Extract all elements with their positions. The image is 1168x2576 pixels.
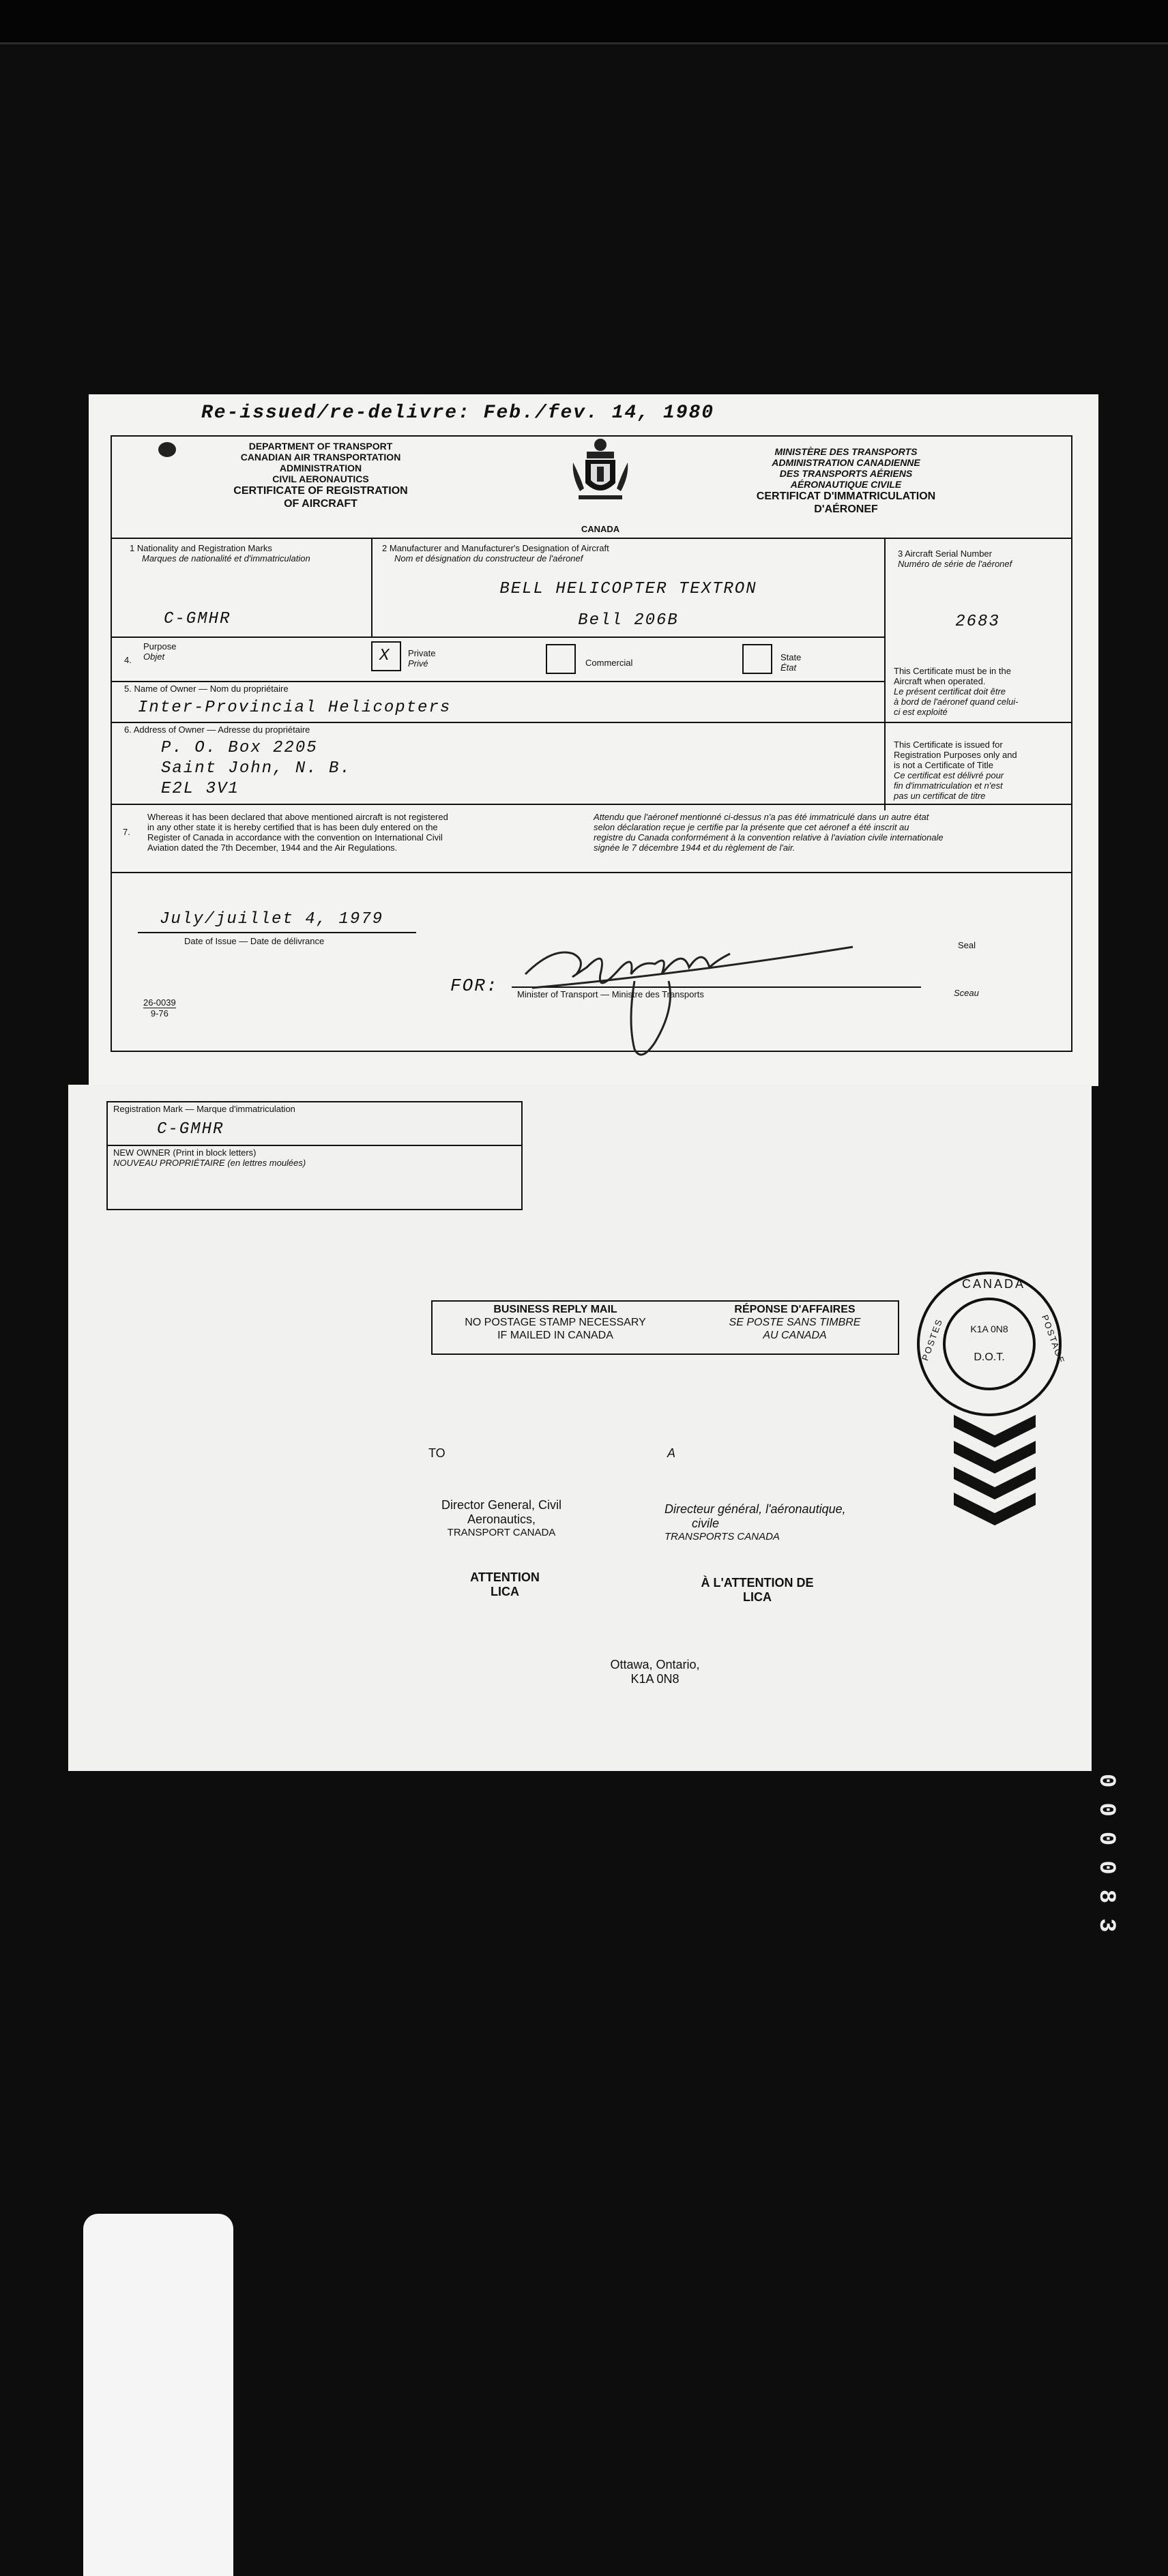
reply-card (68, 1085, 1092, 1771)
registration-label: Registration Mark — Marque d'immatriculation (113, 1104, 295, 1114)
note-title: This Certificate is issued for Registration Purposes only and is not a Certificate of Title Ce certificat est délivré pour fin d'immatriculation et n'est pas un certificat de titre (894, 740, 1017, 801)
note-onboard: This Certificate must be in the Aircraft when operated. Le présent certificat doit être à bord de l'aéronef quand celui- ci est exploité (894, 666, 1019, 717)
clause-en: Whereas it has been declared that above mentioned aircraft is not registered in any other state it is hereby certified that is has been duly entered on the Register of Canada in accordance with the convention on International Civil Aviation dated the 7th December, 1944 and the Air Regulations. (147, 812, 448, 853)
attention-fr: À L'ATTENTION DE LICA (701, 1576, 814, 1604)
dept-en: DEPARTMENT OF TRANSPORT CANADIAN AIR TRANSPORTATION ADMINISTRATION CIVIL AERONAUTICS CERTIFICATE OF REGISTRATION OF AIRCRAFT (233, 441, 408, 510)
sceau-label: Sceau (954, 988, 979, 998)
to-label-fr: A (667, 1446, 676, 1460)
owner-label: 5. Name of Owner — Nom du propriétaire (124, 684, 289, 694)
for-label: FOR: (450, 976, 499, 996)
stamp-top-text: CANADA (962, 1277, 1026, 1291)
owner-value: Inter-Provincial Helicopters (138, 699, 452, 717)
registration-value: C-GMHR (157, 1120, 224, 1139)
purpose-label: Purpose Objet (143, 641, 177, 662)
business-reply-en: BUSINESS REPLY MAIL NO POSTAGE STAMP NECESSARY IF MAILED IN CANADA (465, 1304, 646, 1341)
clause-number: 7. (123, 827, 130, 837)
field2-label: 2 Manufacturer and Manufacturer's Designation of Aircraft Nom et désignation du constructeur de l'aéronef (382, 543, 609, 564)
certificate-sheet (89, 394, 1098, 1086)
state-label: State État (780, 652, 802, 673)
chevron-mark-icon (952, 1412, 1037, 1528)
film-leader (83, 2214, 233, 2576)
state-checkbox[interactable] (742, 644, 772, 674)
signature (512, 926, 880, 1077)
clause-fr: Attendu que l'aéronef mentionné ci-dessus n'a pas été immatriculé dans un autre état selon déclaration reçue je certifie par la présente que cet aéronef a été inscrit au registre du Canada conformément à la convention relative à l'aviation civile internationale signée le 7 décembre 1944 et du règlement de l'air. (594, 812, 944, 853)
minister-label: Minister of Transport — Ministre des Transports (517, 989, 704, 999)
business-reply-fr: RÉPONSE D'AFFAIRES SE POSTE SANS TIMBRE AU CANADA (729, 1304, 861, 1341)
private-checkbox[interactable]: X (371, 641, 401, 671)
issue-date: July/juillet 4, 1979 (160, 910, 384, 928)
address-label: 6. Address of Owner — Adresse du propriétaire (124, 724, 310, 735)
form-number: 26-0039 9-76 (143, 997, 176, 1019)
stamp-dot: D.O.T. (974, 1351, 1005, 1363)
addressee-en: Director General, Civil Aeronautics, TRANSPORT CANADA (441, 1498, 562, 1538)
address-value: P. O. Box 2205 Saint John, N. B. E2L 3V1 (161, 739, 351, 798)
purpose-number: 4. (124, 655, 132, 665)
postage-stamp (914, 1269, 1067, 1419)
seal-label: Seal (958, 940, 976, 950)
registration-mark-value: C-GMHR (164, 610, 231, 628)
addressee-fr: Directeur général, l'aéronautique, civile TRANSPORTS CANADA (665, 1502, 846, 1542)
to-label-en: TO (428, 1446, 446, 1460)
serial-number-value: 2683 (955, 613, 1000, 631)
private-label: Private Privé (408, 648, 436, 669)
stamp-code: K1A 0N8 (970, 1323, 1008, 1334)
issue-date-label: Date of Issue — Date de délivrance (184, 936, 325, 946)
field1-label: 1 Nationality and Registration Marks Marques de nationalité et d'immatriculation (130, 543, 310, 564)
canada-label: CANADA (581, 524, 620, 534)
commercial-checkbox[interactable] (546, 644, 576, 674)
model-value: Bell 206B (578, 611, 679, 630)
new-owner-label: NEW OWNER (Print in block letters) NOUVEAU PROPRIÉTAIRE (en lettres moulées) (113, 1147, 306, 1168)
film-frame-number: 000083 (1093, 1774, 1119, 1948)
coat-of-arms-icon (566, 435, 634, 517)
stamp-left-text: POSTES (920, 1317, 945, 1362)
city-address: Ottawa, Ontario, K1A 0N8 (610, 1658, 700, 1686)
reissued-stamp: Re-issued/re-delivre: Feb./fev. 14, 1980 (201, 402, 715, 424)
commercial-label: Commercial (585, 658, 633, 668)
attention-en: ATTENTION LICA (470, 1570, 540, 1598)
stamp-right-text: POSTAGE (1039, 1313, 1067, 1366)
manufacturer-value: BELL HELICOPTER TEXTRON (499, 580, 757, 598)
field3-label: 3 Aircraft Serial Number Numéro de série de l'aéronef (898, 548, 1012, 569)
dept-fr: MINISTÈRE DES TRANSPORTS ADMINISTRATION CANADIENNE DES TRANSPORTS AÉRIENS AÉRONAUTIQUE CIVILE CERTIFICAT D'IMMATRICULATION D'AÉRONEF (756, 446, 936, 515)
ink-blot (158, 442, 176, 457)
film-strip-top (0, 0, 1168, 44)
